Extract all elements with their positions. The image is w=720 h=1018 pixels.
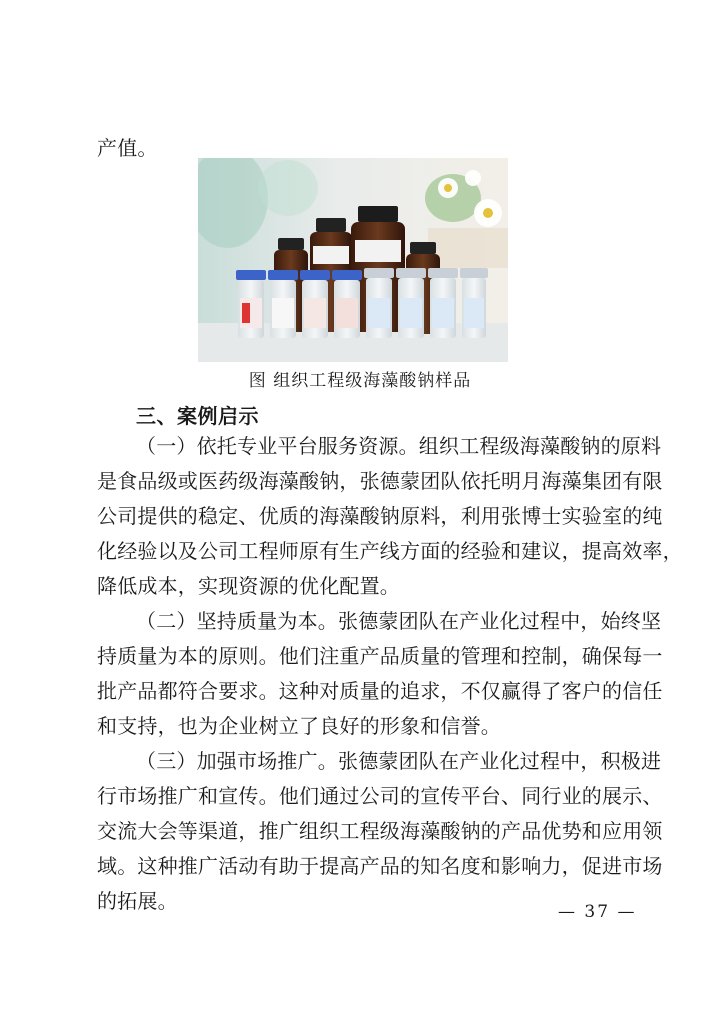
paragraph-line: 交流大会等渠道，推广组织工程级海藻酸钠的产品优势和应用领: [97, 819, 663, 843]
paragraph-line: 行市场推广和宣传。他们通过公司的宣传平台、同行业的展示、: [97, 784, 663, 808]
paragraph-line: 的拓展。: [97, 889, 178, 913]
paragraph-line: 公司提供的稳定、优质的海藻酸钠原料，利用张博士实验室的纯: [97, 504, 663, 528]
paragraph-line: （三）加强市场推广。张德蒙团队在产业化过程中，积极进: [136, 749, 662, 773]
section-heading: 三、案例启示: [136, 404, 259, 428]
paragraph-line: （二）坚持质量为本。张德蒙团队在产业化过程中，始终坚: [136, 609, 662, 633]
figure-photo: [198, 158, 508, 362]
intro-line: 产值。: [97, 136, 158, 160]
figure-caption: 图 组织工程级海藻酸钠样品: [248, 371, 472, 391]
paragraph-line: 批产品都符合要求。这种对质量的追求，不仅赢得了客户的信任: [97, 679, 663, 703]
paragraph-line: 域。这种推广活动有助于提高产品的知名度和影响力，促进市场: [97, 854, 663, 878]
paragraph-line: 持质量为本的原则。他们注重产品质量的管理和控制，确保每一: [97, 644, 663, 668]
paragraph-line: 和支持，也为企业树立了良好的形象和信誉。: [97, 714, 501, 738]
paragraph-line: 是食品级或医药级海藻酸钠，张德蒙团队依托明月海藻集团有限: [97, 469, 663, 493]
page-number: — 37 —: [558, 902, 637, 922]
paragraph-line: （一）依托专业平台服务资源。组织工程级海藻酸钠的原料: [136, 434, 662, 458]
paragraph-line: 降低成本，实现资源的优化配置。: [97, 574, 400, 598]
paragraph-line: 化经验以及公司工程师原有生产线方面的经验和建议，提高效率，: [97, 539, 683, 563]
